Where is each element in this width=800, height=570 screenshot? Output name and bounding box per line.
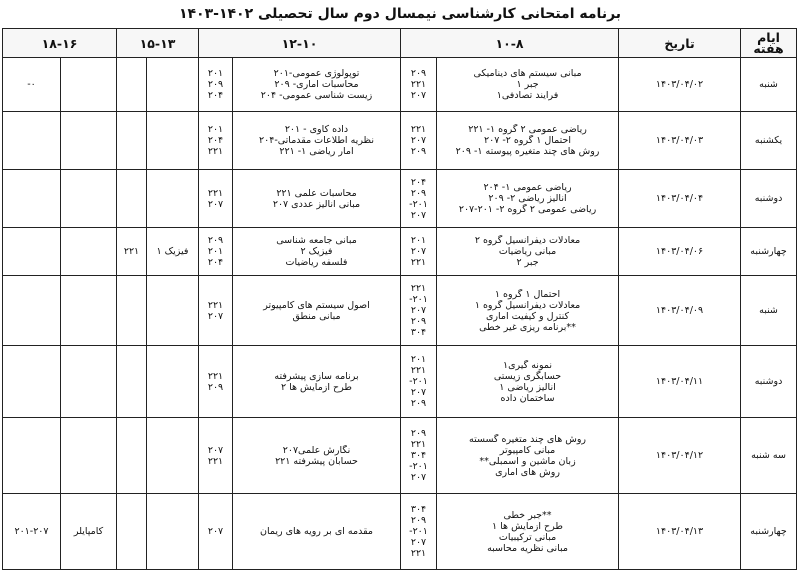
slot3-course (147, 58, 199, 112)
slot3-course (147, 112, 199, 170)
date-cell: ۱۴۰۳/۰۴/۱۲ (619, 418, 741, 494)
slot2-codes (199, 346, 233, 418)
slot2-courses-line: برنامه سازی پیشرفته (274, 370, 359, 382)
slot1-codes-line: ۳۰۴ (410, 450, 427, 461)
date-cell: ۱۴۰۳/۰۴/۰۴ (619, 170, 741, 228)
slot1-codes (401, 346, 437, 418)
slot2-courses-line: آمار ریاضی ۱- ۲۲۱ (279, 146, 354, 157)
slot4-code (3, 170, 61, 228)
slot3-code (117, 58, 147, 112)
slot1-codes-line: ۲۰۷ (410, 472, 427, 483)
slot3-code (117, 494, 147, 570)
slot2-codes (199, 112, 233, 170)
slot1-codes-line: ۲۲۱ (410, 124, 427, 135)
slot1-codes-line: ۲۲۱ (410, 365, 427, 376)
slot1-codes (401, 228, 437, 276)
slot1-courses-line: مبانی ریاضیات (498, 246, 557, 257)
slot2-codes-line: ۲۰۱ (207, 68, 224, 79)
slot1-codes-line: ۲۰۹ (410, 146, 427, 157)
slot1-codes-line: ۲۰۱- (409, 526, 428, 537)
slot1-courses (437, 494, 619, 570)
slot1-codes-line: ۲۰۷ (410, 135, 427, 146)
slot1-courses-line: احتمال ۱ گروه ۱ (494, 288, 561, 300)
slot2-codes-line: ۲۰۴ (207, 257, 224, 268)
slot2-courses (233, 228, 401, 276)
slot2-courses-line: فلسفه ریاضیات (285, 257, 348, 268)
slot1-codes-line: ۲۰۷ (410, 209, 427, 221)
slot2-codes-line: ۲۲۱ (207, 370, 224, 382)
slot2-codes (199, 276, 233, 346)
day-cell: دوشنبه (741, 346, 797, 418)
slot1-courses (437, 276, 619, 346)
slot1-courses-line: **برنامه ریزی غیر خطی (479, 321, 576, 333)
slot2-courses-line: حسابان پیشرفته ۲۲۱ (275, 455, 358, 467)
slot4-code (3, 346, 61, 418)
slot1-codes (401, 276, 437, 346)
slot2-codes-line: ۲۰۹ (207, 235, 224, 246)
slot2-codes-line: ۲۰۷ (207, 198, 224, 210)
slot2-courses-line: داده کاوی - ۲۰۱ (284, 124, 349, 135)
slot3-course: فیزیک ۱ (147, 228, 199, 276)
schedule-row (3, 58, 797, 112)
slot4-code (3, 228, 61, 276)
slot1-codes-line: ۲۰۱- (409, 198, 428, 210)
slot1-codes (401, 112, 437, 170)
slot2-codes-line: ۲۲۱ (207, 146, 224, 157)
slot1-codes-line: ۲۰۹ (410, 398, 427, 409)
slot4-course (61, 418, 117, 494)
header-slot-13-15: ۱۵-۱۳ (117, 29, 199, 58)
slot2-codes (199, 58, 233, 112)
slot2-courses-line: نظریه اطلاعات مقدماتی-۲۰۴ (259, 135, 374, 146)
slot3-code (117, 112, 147, 170)
slot2-courses-line: مبانی جامعه شناسی (276, 235, 357, 246)
slot1-codes-line: ۲۰۷ (410, 387, 427, 398)
slot2-courses-line: طرح آزمایش ها ۲ (281, 381, 352, 393)
date-cell: ۱۴۰۳/۰۴/۰۲ (619, 58, 741, 112)
schedule-row (3, 346, 797, 418)
slot3-course (147, 276, 199, 346)
slot1-codes (401, 418, 437, 494)
slot1-courses-line: روش های چند متغیره پیوسته ۱- ۲۰۹ (455, 146, 600, 157)
schedule-row (3, 112, 797, 170)
slot1-codes-line: ۲۲۱ (410, 283, 427, 294)
slot1-courses-line: مبانی کامپیوتر (499, 444, 556, 456)
slot1-courses-line: ریاضی عمومی ۱- ۲۰۴ (483, 182, 572, 193)
schedule-row (3, 170, 797, 228)
slot4-course (61, 228, 117, 276)
slot3-code (117, 276, 147, 346)
slot1-courses-line: روش های آماری (495, 466, 560, 478)
slot2-codes-line: ۲۰۴ (207, 135, 224, 146)
slot3-code (117, 346, 147, 418)
slot1-courses-line: زبان ماشین و اسمبلی** (479, 455, 576, 467)
slot1-codes-line: ۲۰۷ (410, 90, 427, 101)
day-cell: یکشنبه (741, 112, 797, 170)
slot3-course (147, 418, 199, 494)
slot3-course (147, 170, 199, 228)
slot4-course: کامپایلر (61, 494, 117, 570)
slot1-courses (437, 170, 619, 228)
slot2-courses (233, 346, 401, 418)
slot1-codes-line: ۲۰۹ (410, 187, 427, 199)
slot1-codes-line: ۲۰۱- (409, 294, 428, 305)
slot1-courses-line: جبر ۲ (516, 257, 539, 268)
slot1-codes-line: ۲۰۷ (410, 305, 427, 316)
slot2-codes-line: ۲۰۱ (207, 246, 224, 257)
slot1-codes-line: ۲۰۹ (410, 515, 427, 526)
slot1-courses-line: آنالیز ریاضی ۲- ۲۰۹ (488, 193, 567, 204)
slot1-codes-line: ۲۲۱ (410, 257, 427, 268)
slot2-codes-line: ۲۰۹ (207, 79, 224, 90)
slot2-courses-line: مبانی آنالیز عددی ۲۰۷ (272, 198, 361, 210)
header-slot-8-10: ۱۰-۸ (401, 29, 619, 58)
slot2-courses (233, 58, 401, 112)
slot4-code: ۰- (3, 58, 61, 112)
header-slot-16-18: ۱۸-۱۶ (3, 29, 117, 58)
slot1-codes (401, 170, 437, 228)
slot1-courses (437, 58, 619, 112)
slot1-codes-line: ۲۲۱ (410, 439, 427, 450)
slot3-code: ۲۲۱ (117, 228, 147, 276)
slot4-course (61, 170, 117, 228)
slot1-courses-line: جبر ۱ (516, 79, 539, 90)
slot2-codes-line: ۲۲۱ (207, 299, 224, 311)
slot2-codes-line: ۲۰۷ (207, 310, 224, 322)
day-cell: شنبه (741, 58, 797, 112)
day-cell: شنبه (741, 276, 797, 346)
date-cell: ۱۴۰۳/۰۴/۰۳ (619, 112, 741, 170)
slot1-courses-line: فرایند تصادفی۱ (496, 90, 559, 101)
slot1-codes-line: ۲۰۹ (410, 316, 427, 327)
slot1-courses-line: مبانی نظریه محاسبه (487, 542, 568, 554)
slot2-courses-line: نگارش علمی۲۰۷ (282, 444, 351, 456)
slot4-course (61, 276, 117, 346)
slot4-code (3, 418, 61, 494)
header-date: تاریخ (619, 29, 741, 58)
page-title: برنامه امتحانی کارشناسی نیمسال دوم سال تحصیلی ۱۴۰۲-۱۴۰۳ (178, 6, 622, 22)
slot1-codes (401, 58, 437, 112)
slot2-codes-line: ۲۰۴ (207, 90, 224, 101)
slot4-code: ۲۰۱-۲۰۷ (3, 494, 61, 570)
slot1-courses-line: **جبر خطی (503, 509, 552, 521)
slot1-courses (437, 418, 619, 494)
date-cell: ۱۴۰۳/۰۴/۱۳ (619, 494, 741, 570)
header-day: ایام هفته (741, 29, 797, 58)
header-slot-10-12: ۱۲-۱۰ (199, 29, 401, 58)
slot1-courses (437, 228, 619, 276)
slot1-courses-line: معادلات دیفرانسیل گروه ۱ (474, 299, 581, 311)
slot1-codes-line: ۲۰۴ (410, 176, 427, 188)
slot1-courses-line: مبانی ترکیبیات (498, 531, 557, 543)
slot3-course (147, 494, 199, 570)
date-cell: ۱۴۰۳/۰۴/۰۶ (619, 228, 741, 276)
schedule-row (3, 276, 797, 346)
header-row (3, 29, 797, 58)
slot1-codes-line: ۲۲۱ (410, 548, 427, 559)
slot1-codes-line: ۲۰۹ (410, 428, 427, 439)
slot2-courses-line: زیست شناسی عمومی- ۲۰۴ (260, 90, 373, 101)
day-cell: دوشنبه (741, 170, 797, 228)
schedule-row (3, 418, 797, 494)
slot2-codes-line: ۲۲۱ (207, 455, 224, 467)
day-cell: سه شنبه (741, 418, 797, 494)
slot1-codes-line: ۲۰۱ (410, 235, 427, 246)
slot1-courses-line: روش های چند متغیره گسسته (469, 433, 586, 445)
slot1-courses-line: احتمال ۱ گروه ۲- ۲۰۷ (483, 135, 572, 146)
slot2-codes (199, 170, 233, 228)
day-cell: چهارشنبه (741, 494, 797, 570)
slot2-codes (199, 228, 233, 276)
slot1-courses-line: ساختمان داده (500, 392, 555, 404)
slot2-courses (233, 418, 401, 494)
slot1-courses-line: معادلات دیفرانسیل گروه ۲ (474, 235, 581, 246)
slot1-codes-line: ۲۰۱- (409, 376, 428, 387)
slot1-courses-line: مبانی سیستم های دینامیکی (473, 68, 582, 79)
slot2-courses-line: محاسبات آماری- ۲۰۹ (274, 79, 359, 90)
slot2-codes-line: ۲۰۱ (207, 124, 224, 135)
slot1-codes-line: ۲۰۹ (410, 68, 427, 79)
date-cell: ۱۴۰۳/۰۴/۰۹ (619, 276, 741, 346)
schedule-row (3, 228, 797, 276)
slot2-courses-line: توپولوژی عمومی-۲۰۱ (273, 68, 360, 79)
date-cell: ۱۴۰۳/۰۴/۱۱ (619, 346, 741, 418)
slot4-code (3, 276, 61, 346)
slot4-code (3, 112, 61, 170)
slot2-courses (233, 276, 401, 346)
slot1-courses-line: آنالیز ریاضی ۱ (499, 381, 556, 393)
slot3-code (117, 170, 147, 228)
slot1-codes-line: ۳۰۴ (410, 504, 427, 515)
exam-schedule-table (2, 28, 797, 570)
slot2-codes-line: ۲۲۱ (207, 187, 224, 199)
slot1-codes-line: ۲۰۱ (410, 354, 427, 365)
slot1-codes-line: ۳۰۴ (410, 327, 427, 338)
slot2-codes (199, 494, 233, 570)
slot1-codes-line: ۲۰۷ (410, 246, 427, 257)
slot1-courses (437, 346, 619, 418)
slot2-courses-line: فیزیک ۲ (300, 246, 333, 257)
slot1-courses-line: حسابگری زیستی (493, 370, 562, 382)
slot1-codes-line: ۲۰۱- (409, 461, 428, 472)
slot1-courses-line: ریاضی عمومی ۲ گروه ۲- ۲۰۱-۲۰۷ (458, 204, 597, 215)
slot2-codes-line: ۲۰۷ (207, 526, 224, 537)
slot4-course (61, 112, 117, 170)
slot1-courses-line: طرح آزمایش ها ۱ (492, 520, 563, 532)
day-cell: چهارشنبه (741, 228, 797, 276)
schedule-row (3, 494, 797, 570)
slot1-codes-line: ۲۲۱ (410, 79, 427, 90)
slot3-code (117, 418, 147, 494)
slot3-course (147, 346, 199, 418)
slot2-courses (233, 112, 401, 170)
slot2-courses-line: مقدمه ای بر رویه های ریمان (260, 526, 373, 537)
slot2-codes-line: ۲۰۹ (207, 381, 224, 393)
slot2-courses (233, 494, 401, 570)
slot2-codes (199, 418, 233, 494)
slot4-course (61, 346, 117, 418)
slot1-courses-line: کنترل و کیفیت آماری (485, 310, 570, 322)
slot2-courses (233, 170, 401, 228)
slot2-courses-line: مبانی منطق (292, 310, 341, 322)
slot1-codes-line: ۲۰۷ (410, 537, 427, 548)
slot4-course (61, 58, 117, 112)
slot1-courses (437, 112, 619, 170)
slot2-codes-line: ۲۰۷ (207, 444, 224, 456)
slot1-courses-line: نمونه گیری۱ (503, 359, 552, 371)
slot1-courses-line: ریاضی عمومی ۲ گروه ۱- ۲۲۱ (468, 124, 587, 135)
slot2-courses-line: محاسبات علمی ۲۲۱ (276, 187, 357, 199)
slot2-courses-line: اصول سیستم های کامپیوتر (263, 299, 370, 311)
slot1-codes (401, 494, 437, 570)
